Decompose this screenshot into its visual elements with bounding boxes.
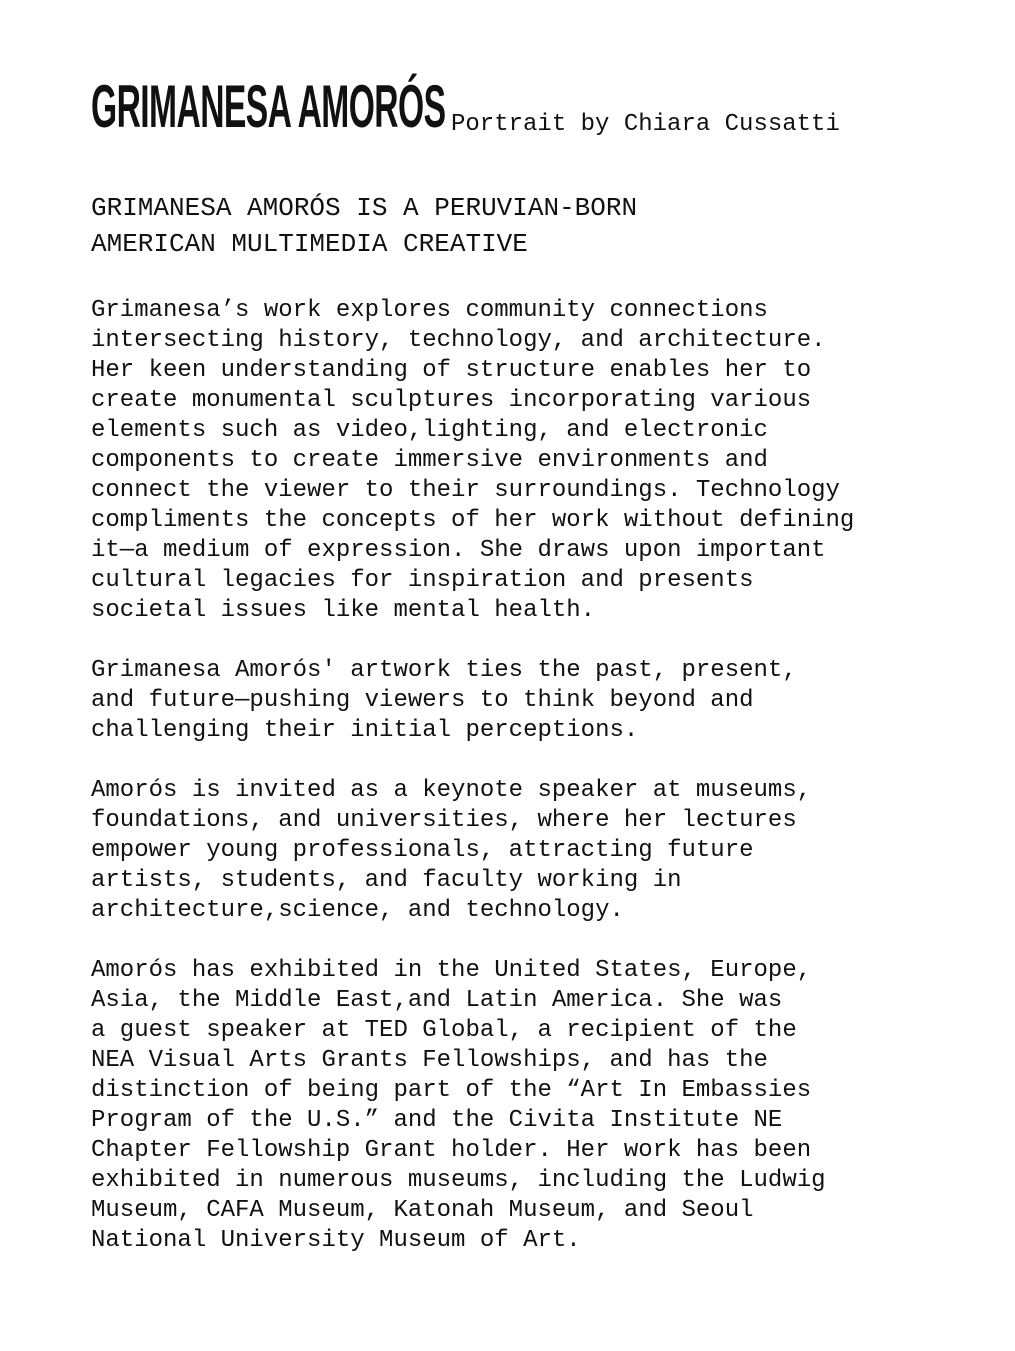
document-page — [91, 70, 991, 1286]
portrait-credit: Portrait by Chiara Cussatti — [451, 111, 840, 138]
header — [91, 70, 991, 150]
paragraph-work: Grimanesa’s work explores community connections intersecting history, technology, and architecture. Her keen understanding of structure enables her to create monumental sculptures incorporating various elements such as video,lighting, and electronic components to create immersive environments and connect the viewer to their surroundings. Technology compliments the concepts of her work without defining it—a medium of expression. She draws upon important cultural legacies for inspiration and presents societal issues like mental health. — [91, 297, 855, 624]
headline: GRIMANESA AMORÓS IS A PERUVIAN-BORN AMERICAN MULTIMEDIA CREATIVE — [91, 193, 638, 259]
paragraph-exhibitions: Amorós has exhibited in the United States, Europe, Asia, the Middle East,and Latin America. She was a guest speaker at TED Global, a recipient of the NEA Visual Arts Grants Fellowships, and has the distinction of being part of the “Art In Embassies Program of the U.S.” and the Civita Institute NE Chapter Fellowship Grant holder. Her work has been exhibited in numerous museums, including the Ludwig Museum, CAFA Museum, Katonah Museum, and Seoul National University Museum of Art. — [91, 957, 826, 1254]
artist-name-title: GRIMANESA AMORÓS — [91, 73, 446, 140]
paragraph-artwork: Grimanesa Amorós' artwork ties the past, present, and future—pushing viewers to think beyond and challenging their initial perceptions. — [91, 657, 797, 744]
paragraph-speaker: Amorós is invited as a keynote speaker at museums, foundations, and universities, where her lectures empower young professionals, attracting future artists, students, and faculty working in architecture,science, and technology. — [91, 777, 812, 924]
body-text — [91, 296, 991, 1256]
